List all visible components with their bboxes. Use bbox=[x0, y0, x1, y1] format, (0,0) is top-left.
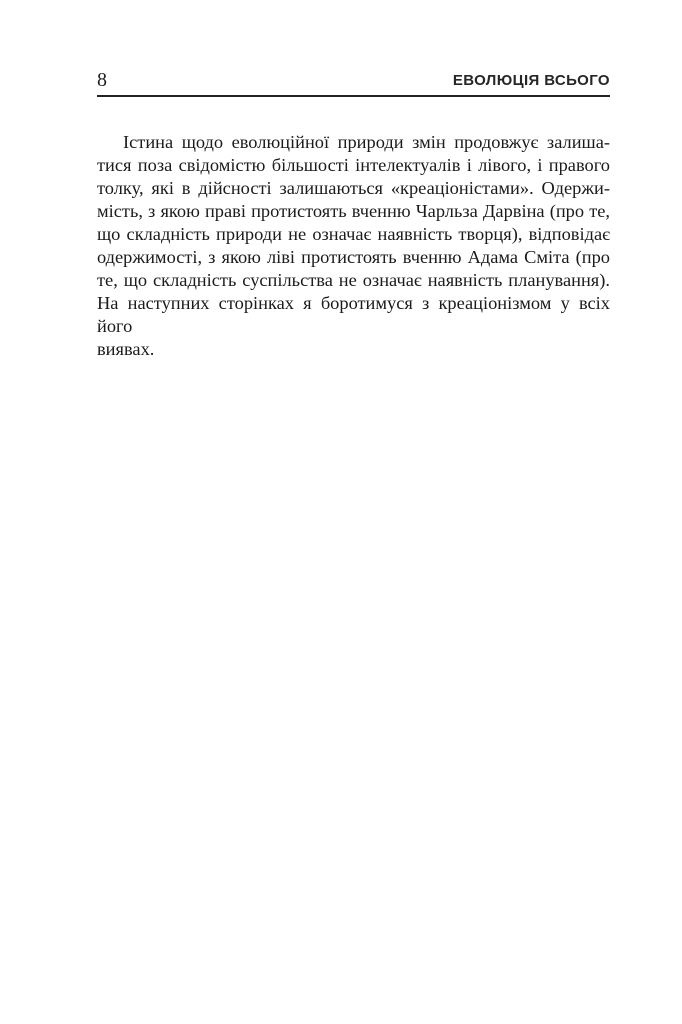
running-header-title: ЕВОЛЮЦІЯ ВСЬОГО bbox=[452, 72, 610, 89]
text-line: тися поза свідомістю більшості інтелектуалів і лівого, і правого bbox=[97, 155, 610, 175]
text-line: На наступних сторінках я боротимуся з креаціонізмом у всіх його bbox=[97, 293, 610, 336]
running-header-row bbox=[97, 68, 610, 92]
text-line: те, що складність суспільства не означає наявність планування). bbox=[97, 270, 610, 290]
page-number: 8 bbox=[97, 69, 107, 91]
text-line: Істина щодо еволюційної природи змін продовжує залиша- bbox=[123, 132, 610, 152]
body-paragraph bbox=[97, 131, 610, 361]
text-line: виявах. bbox=[97, 339, 155, 359]
text-line: толку, які в дійсності залишаються «креаціоністами». Одержи- bbox=[97, 178, 610, 198]
text-line: одержимості, з якою ліві протистоять вченню Адама Сміта (про bbox=[97, 247, 610, 267]
text-line: мість, з якою праві протистоять вченню Чарльза Дарвіна (про те, bbox=[97, 201, 610, 221]
text-line: що складність природи не означає наявність творця), відповідає bbox=[97, 224, 610, 244]
header-rule bbox=[97, 95, 610, 97]
